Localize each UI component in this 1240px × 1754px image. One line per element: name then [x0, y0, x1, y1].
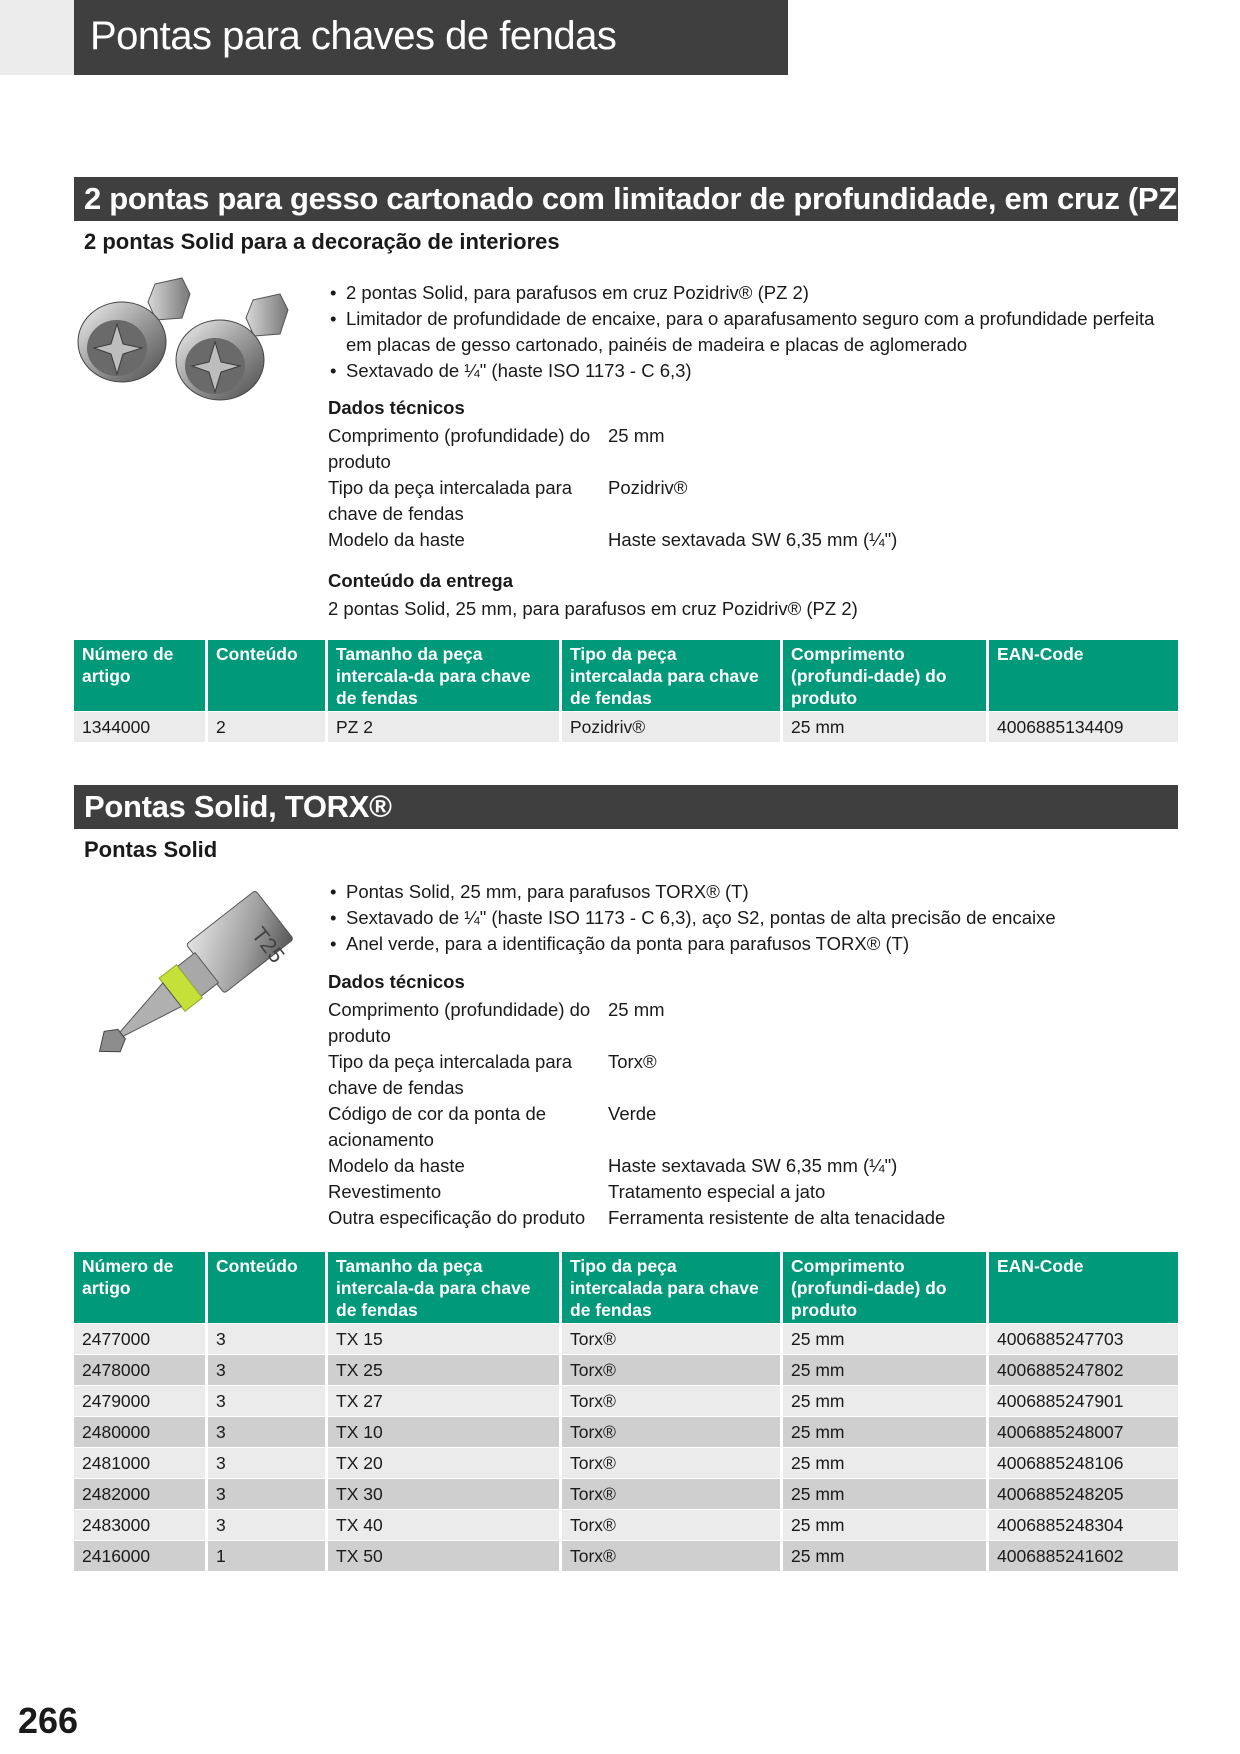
cell-ean: 4006885241602 — [989, 1540, 1178, 1571]
article-table — [74, 1252, 1178, 1571]
cell-content: 3 — [208, 1447, 328, 1478]
spec-label: Modelo da haste — [328, 1155, 465, 1176]
feature-list — [328, 280, 1168, 384]
section-title-bar — [74, 177, 1213, 221]
spec-value: 25 mm — [608, 425, 665, 446]
cell-length: 25 mm — [783, 1385, 989, 1416]
feature-item: • Pontas Solid, 25 mm, para parafusos TORX® (T) — [328, 879, 1168, 905]
cell-article-number: 2480000 — [74, 1416, 208, 1447]
cell-content: 2 — [208, 711, 328, 742]
cell-length: 25 mm — [783, 711, 989, 742]
section-title: Pontas Solid, TORX® — [84, 789, 392, 824]
cell-article-number: 2481000 — [74, 1447, 208, 1478]
cell-content: 3 — [208, 1385, 328, 1416]
table-row — [74, 1385, 1178, 1416]
col-header-bit-size: Tamanho da peça intercala-da para chave de fendas — [328, 640, 562, 711]
table-row — [74, 711, 1178, 742]
section-title-bar — [74, 785, 1178, 829]
cell-bit-type: Torx® — [562, 1478, 783, 1509]
cell-bit-type: Torx® — [562, 1540, 783, 1571]
spec-value: Torx® — [608, 1051, 657, 1072]
cell-bit-type: Torx® — [562, 1447, 783, 1478]
cell-content: 3 — [208, 1323, 328, 1354]
col-header-article-number: Número de artigo — [74, 640, 208, 711]
col-header-bit-type: Tipo da peça intercalada para chave de fendas — [562, 1252, 783, 1323]
spec-value: Haste sextavada SW 6,35 mm (¼") — [608, 529, 898, 550]
cell-bit-size: TX 40 — [328, 1509, 562, 1540]
table-row — [74, 1416, 1178, 1447]
cell-bit-type: Pozidriv® — [562, 711, 783, 742]
cell-bit-size: TX 10 — [328, 1416, 562, 1447]
cell-ean: 4006885247802 — [989, 1354, 1178, 1385]
specs-heading: Dados técnicos — [328, 971, 465, 992]
feature-item: • Anel verde, para a identificação da ponta para parafusos TORX® (T) — [328, 931, 1168, 957]
feature-list — [328, 879, 1168, 957]
cell-bit-size: TX 20 — [328, 1447, 562, 1478]
cell-bit-size: PZ 2 — [328, 711, 562, 742]
feature-item: • Limitador de profundidade de encaixe, para o aparafusamento seguro com a profundidade perfeita em placas de gesso cartonado, painéis de madeira e placas de aglomerado — [328, 306, 1168, 358]
section-subtitle: 2 pontas Solid para a decoração de interiores — [84, 229, 560, 254]
cell-ean: 4006885248205 — [989, 1478, 1178, 1509]
drywall-bits-image — [70, 272, 310, 412]
cell-article-number: 2482000 — [74, 1478, 208, 1509]
cell-bit-size: TX 25 — [328, 1354, 562, 1385]
feature-item: • Sextavado de ¼" (haste ISO 1173 - C 6,3), aço S2, pontas de alta precisão de encaixe — [328, 905, 1168, 931]
spec-value: Ferramenta resistente de alta tenacidade — [608, 1207, 946, 1228]
cell-length: 25 mm — [783, 1540, 989, 1571]
cell-bit-type: Torx® — [562, 1354, 783, 1385]
col-header-ean: EAN-Code — [989, 640, 1178, 711]
spec-label: Comprimento (profundidade) do produto — [328, 999, 591, 1046]
cell-ean: 4006885248106 — [989, 1447, 1178, 1478]
cell-bit-type: Torx® — [562, 1385, 783, 1416]
bit-right — [176, 294, 288, 400]
delivery-heading: Conteúdo da entrega — [328, 570, 514, 591]
cell-bit-size: TX 50 — [328, 1540, 562, 1571]
page-header — [74, 0, 788, 75]
cell-article-number: 2479000 — [74, 1385, 208, 1416]
table-row — [74, 1447, 1178, 1478]
col-header-content: Conteúdo — [208, 640, 328, 711]
section-subtitle: Pontas Solid — [84, 837, 218, 862]
table-row — [74, 1354, 1178, 1385]
cell-length: 25 mm — [783, 1447, 989, 1478]
col-header-length: Comprimento (profundi-dade) do produto — [783, 1252, 989, 1323]
spec-label: Tipo da peça intercalada para chave de fendas — [328, 477, 573, 524]
cell-length: 25 mm — [783, 1323, 989, 1354]
bit-marking: T25 — [246, 922, 290, 968]
cell-article-number: 2477000 — [74, 1323, 208, 1354]
feature-item: • Sextavado de ¼" (haste ISO 1173 - C 6,3) — [328, 358, 1168, 384]
table-header-row — [74, 1252, 1178, 1323]
col-header-bit-size: Tamanho da peça intercala-da para chave de fendas — [328, 1252, 562, 1323]
table-header-row — [74, 640, 1178, 711]
cell-ean: 4006885248304 — [989, 1509, 1178, 1540]
spec-label: Código de cor da ponta de acionamento — [328, 1103, 547, 1150]
cell-bit-size: TX 30 — [328, 1478, 562, 1509]
cell-ean: 4006885247901 — [989, 1385, 1178, 1416]
delivery-text: 2 pontas Solid, 25 mm, para parafusos em cruz Pozidriv® (PZ 2) — [328, 598, 858, 619]
cell-bit-type: Torx® — [562, 1323, 783, 1354]
cell-ean: 4006885134409 — [989, 711, 1178, 742]
cell-bit-type: Torx® — [562, 1509, 783, 1540]
table-row — [74, 1509, 1178, 1540]
article-table — [74, 640, 1178, 742]
page-title: Pontas para chaves de fendas — [90, 14, 617, 58]
col-header-length: Comprimento (profundi-dade) do produto — [783, 640, 989, 711]
cell-ean: 4006885248007 — [989, 1416, 1178, 1447]
table-row — [74, 1478, 1178, 1509]
spec-value: Haste sextavada SW 6,35 mm (¼") — [608, 1155, 898, 1176]
spec-value: 25 mm — [608, 999, 665, 1020]
cell-article-number: 2483000 — [74, 1509, 208, 1540]
spec-label: Revestimento — [328, 1181, 442, 1202]
spec-label: Outra especificação do produto — [328, 1207, 586, 1228]
cell-bit-type: Torx® — [562, 1416, 783, 1447]
cell-content: 1 — [208, 1540, 328, 1571]
cell-content: 3 — [208, 1478, 328, 1509]
cell-bit-size: TX 27 — [328, 1385, 562, 1416]
col-header-ean: EAN-Code — [989, 1252, 1178, 1323]
bit-left — [78, 278, 190, 382]
cell-length: 25 mm — [783, 1416, 989, 1447]
col-header-article-number: Número de artigo — [74, 1252, 208, 1323]
cell-bit-size: TX 15 — [328, 1323, 562, 1354]
cell-content: 3 — [208, 1416, 328, 1447]
table-row — [74, 1323, 1178, 1354]
torx-bit-image — [70, 882, 310, 1082]
cell-length: 25 mm — [783, 1478, 989, 1509]
spec-label: Comprimento (profundidade) do produto — [328, 425, 591, 472]
col-header-bit-type: Tipo da peça intercalada para chave de fendas — [562, 640, 783, 711]
feature-item: • 2 pontas Solid, para parafusos em cruz Pozidriv® (PZ 2) — [328, 280, 1168, 306]
page-number: 266 — [18, 1700, 79, 1741]
cell-content: 3 — [208, 1354, 328, 1385]
cell-length: 25 mm — [783, 1509, 989, 1540]
table-row — [74, 1540, 1178, 1571]
spec-value: Pozidriv® — [608, 477, 688, 498]
cell-article-number: 2416000 — [74, 1540, 208, 1571]
header-corner — [0, 0, 74, 75]
cell-article-number: 1344000 — [74, 711, 208, 742]
cell-ean: 4006885247703 — [989, 1323, 1178, 1354]
spec-value: Tratamento especial a jato — [608, 1181, 826, 1202]
specs-heading: Dados técnicos — [328, 397, 465, 418]
spec-label: Modelo da haste — [328, 529, 465, 550]
spec-value: Verde — [608, 1103, 657, 1124]
cell-length: 25 mm — [783, 1354, 989, 1385]
spec-label: Tipo da peça intercalada para chave de fendas — [328, 1051, 573, 1098]
cell-content: 3 — [208, 1509, 328, 1540]
cell-article-number: 2478000 — [74, 1354, 208, 1385]
col-header-content: Conteúdo — [208, 1252, 328, 1323]
section-title: 2 pontas para gesso cartonado com limitador de profundidade, em cruz (PZ 2) — [84, 181, 1213, 216]
